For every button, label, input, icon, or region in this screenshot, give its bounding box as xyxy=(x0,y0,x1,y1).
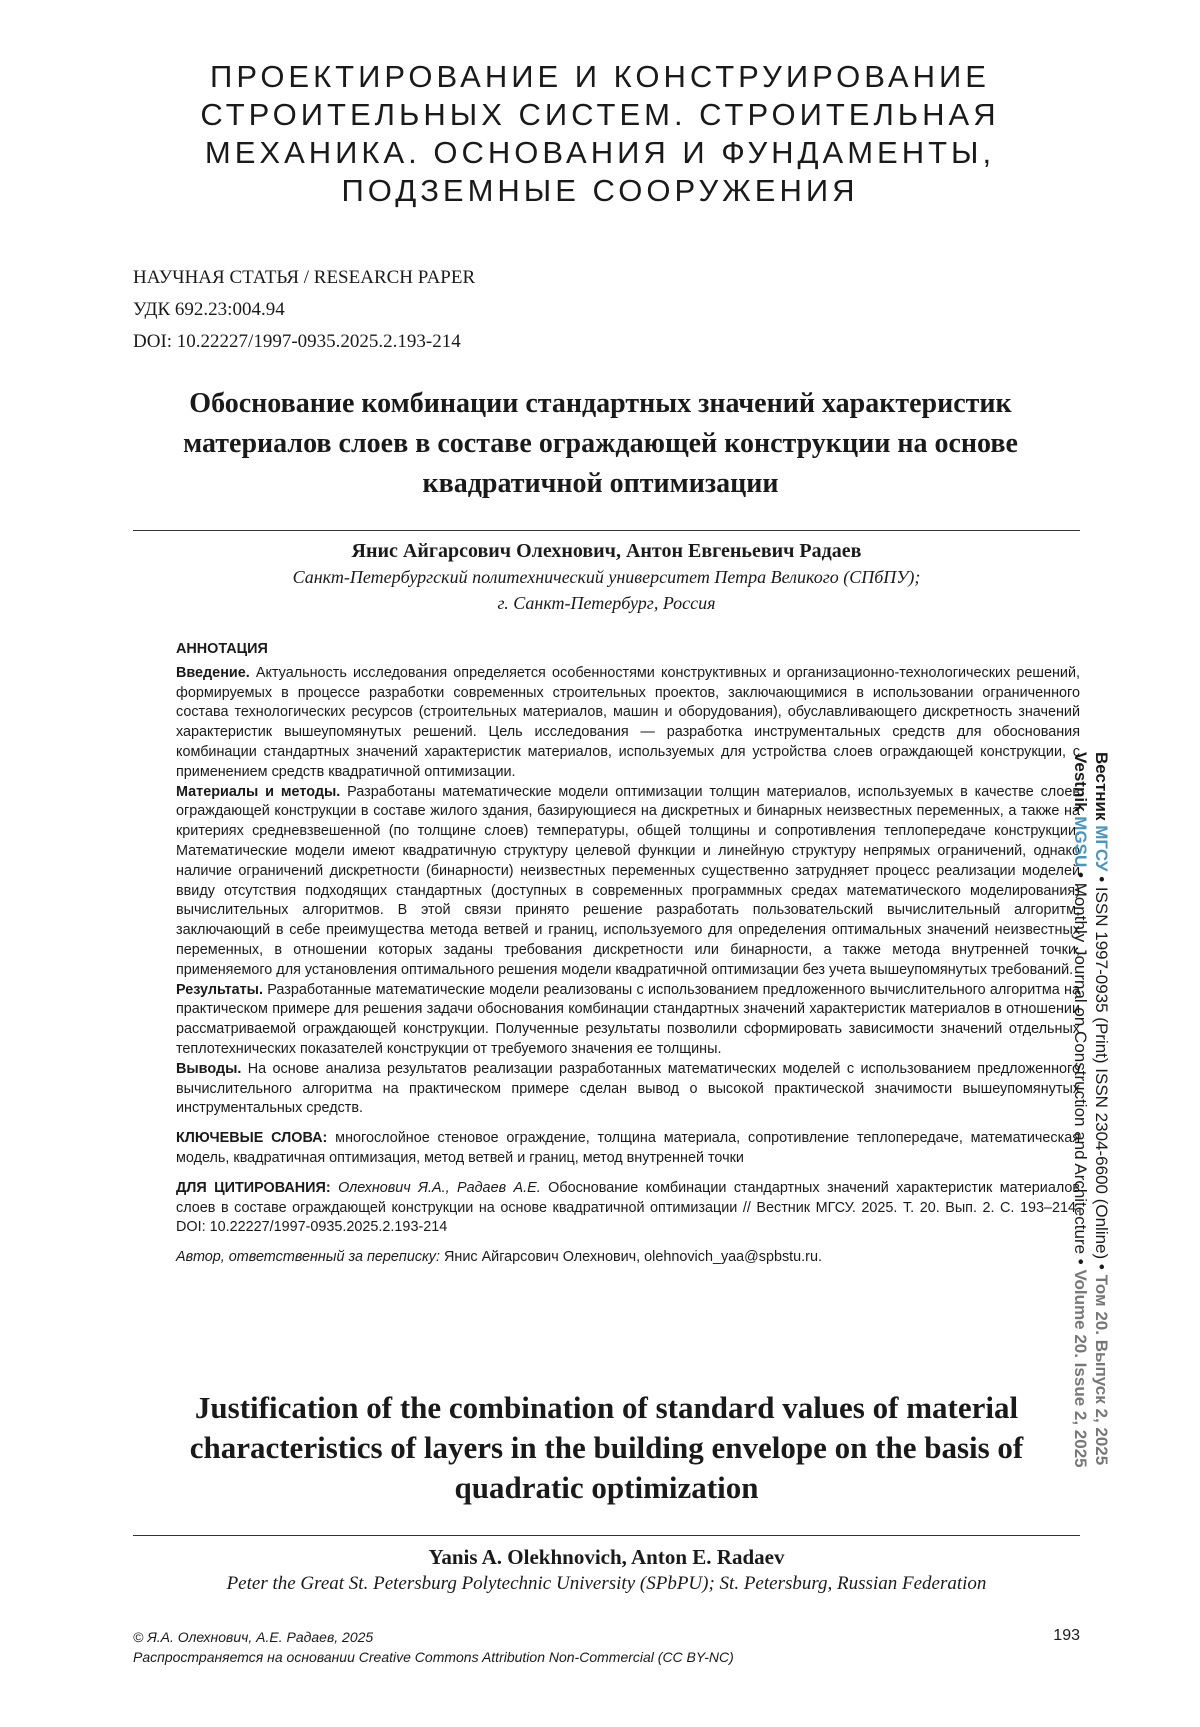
citation-text: Обоснование комбинации стандартных значений характеристик материалов слоев в составе ограждающей конструкции на основе квадратичной оптимизации // Вестник МГСУ. 2025. Т. 20. Вып. 2. С. 193–214. DOI: 10.22227/1997-0935.2025.2.193-214 xyxy=(176,1179,1081,1236)
corresponding-text: Янис Айгарсович Олехнович, olehnovich_yaa@spbstu.ru. xyxy=(444,1249,822,1266)
section-label: Введение. xyxy=(176,664,250,681)
journal-sidebar xyxy=(1070,752,1112,1468)
journal-subtitle: • Monthly Journal on Construction and Architecture • xyxy=(1071,872,1090,1265)
abstract-results xyxy=(176,981,1080,1060)
section-title-line: ПОДЗЕМНЫЕ СООРУЖЕНИЯ xyxy=(341,173,859,208)
article-meta xyxy=(133,262,475,358)
divider xyxy=(133,1535,1080,1536)
author-names: Янис Айгарсович Олехнович, Антон Евгеньевич Радаев xyxy=(351,540,862,562)
section-label: Результаты. xyxy=(176,981,263,998)
journal-name: Вестник xyxy=(1092,752,1111,821)
author-names-en: Yanis A. Olekhnovich, Anton E. Radaev xyxy=(428,1545,785,1569)
corresponding-author xyxy=(176,1248,1080,1268)
keywords-label: КЛЮЧЕВЫЕ СЛОВА: xyxy=(176,1130,328,1147)
section-text: Актуальность исследования определяется особенностями конструктивных и организационно-технологических решений, формируемых в процессе разработки современных строительных проектов, заключающимися в использовании ограниченного состава технологических ресурсов (строительных материалов, машин и оборудования), обуславливающего дискретность значений характеристик вышеупомянутых решений. Цель исследования — разработка инструментальных средств для обоснования комбинации стандартных значений характеристик материалов, используемых для устройства слоев ограждающей конструкции, с применением средств квадратичной оптимизации. xyxy=(176,664,1080,780)
article-title-ru: Обоснование комбинации стандартных значений характеристик материалов слоев в составе ограждающей конструкции на основе квадратичной оптимизации xyxy=(183,388,1018,499)
section-title-line: МЕХАНИКА. ОСНОВАНИЯ И ФУНДАМЕНТЫ, xyxy=(204,135,996,170)
keywords xyxy=(176,1129,1080,1169)
abstract-conclusions xyxy=(176,1060,1080,1119)
journal-name-accent: МГСУ xyxy=(1092,825,1111,872)
section-title-line: ПРОЕКТИРОВАНИЕ И КОНСТРУИРОВАНИЕ xyxy=(210,59,990,94)
page-number: 193 xyxy=(1053,1627,1080,1644)
udk-code: УДК 692.23:004.94 xyxy=(133,299,285,320)
journal-name-en: Vestnik xyxy=(1071,752,1090,812)
article-title-en: Justification of the combination of standard values of material characteristics of layers in the building envelope on the basis of quadratic optimization xyxy=(189,1390,1024,1505)
sidebar-line-en xyxy=(1070,752,1091,1468)
authors-ru xyxy=(133,538,1080,616)
keywords-text: многослойное стеновое ограждение, толщина материала, сопротивление теплопередаче, математическая модель, квадратичная оптимизация, метод ветвей и границ, метод внутренней точки xyxy=(176,1130,1080,1166)
article-type: НАУЧНАЯ СТАТЬЯ / RESEARCH PAPER xyxy=(133,267,476,288)
section-label: Материалы и методы. xyxy=(176,783,341,800)
sidebar-line-ru xyxy=(1091,752,1112,1468)
affiliation: Санкт-Петербургский политехнический университет Петра Великого (СПбПУ); xyxy=(292,567,921,587)
section-text: Разработанные математические модели реализованы с использованием предложенного вычислительного алгоритма на практическом примере для решения задачи обоснования комбинации стандартных значений характеристик материалов в отношении рассматриваемой ограждающей конструкции. Полученные результаты позволили сформировать зависимости значений отдельных теплотехнических показателей конструкции от требуемого значения ее толщины. xyxy=(176,981,1080,1057)
license: Распространяется на основании Creative Commons Attribution Non-Commercial (CC BY-NC) xyxy=(133,1649,734,1665)
section-label: Выводы. xyxy=(176,1060,242,1077)
copyright: © Я.А. Олехнович, А.Е. Радаев, 2025 xyxy=(133,1629,374,1645)
issue-info-en: Volume 20. Issue 2, 2025 xyxy=(1071,1269,1090,1468)
corresponding-label: Автор, ответственный за переписку: xyxy=(176,1249,441,1266)
abstract-heading: АННОТАЦИЯ xyxy=(176,641,268,657)
section-text: Разработаны математические модели оптимизации толщин материалов, используемых в качестве слоев ограждающей конструкции в составе жилого здания, базирующиеся на дискретных и бинарных неизвестных переменных, а также на критериях средневзвешенной (по толщине слоев) температуры, общей толщины и сопротивления теплопередаче конструкции. Математические модели имеют квадратичную структуру целевой функции и линейную структуру непрямых ограничений, однако наличие ограничений дискретности (бинарности) неизвестных переменных существенно затрудняет процесс реализации моделей ввиду отсутствия подходящих стандартных (доступных в современных программных средах математического моделирования) вычислительных алгоритмов. В этой связи принято решение разработать пользовательский вычислительный алгоритм, заключающий в себе преимущества метода ветвей и границ, используемого для определения оптимальных значений неизвестных переменных, в отношении которых заданы требования дискретности или бинарности, а также метода внутренней точки, применяемого для установления оптимального решения модели квадратичной оптимизации без учета вышеупомянутых требований. xyxy=(176,783,1081,978)
issn: • ISSN 1997-0935 (Print) ISSN 2304-6600 (Online) • xyxy=(1092,876,1111,1270)
authors-en xyxy=(133,1543,1080,1597)
affiliation-city: г. Санкт-Петербург, Россия xyxy=(497,593,716,613)
citation-label: ДЛЯ ЦИТИРОВАНИЯ: xyxy=(176,1179,331,1196)
footer xyxy=(133,1627,1080,1667)
citation xyxy=(176,1179,1080,1238)
citation-authors: Олехнович Я.А., Радаев А.Е. xyxy=(338,1179,541,1196)
abstract xyxy=(176,640,1080,1268)
section-title-line: СТРОИТЕЛЬНЫХ СИСТЕМ. СТРОИТЕЛЬНАЯ xyxy=(200,97,1000,132)
abstract-methods xyxy=(176,783,1080,981)
issue-info: Том 20. Выпуск 2, 2025 xyxy=(1092,1274,1111,1466)
journal-name-accent-en: MGSU xyxy=(1071,816,1090,868)
abstract-introduction xyxy=(176,664,1080,783)
divider xyxy=(133,530,1080,531)
doi: DOI: 10.22227/1997-0935.2025.2.193-214 xyxy=(133,331,461,352)
section-title xyxy=(120,58,1080,210)
section-text: На основе анализа результатов реализации разработанных математических моделей с использованием предложенного вычислительного алгоритма на практическом примере сделан вывод о высокой практической значимости вышеупомянутых инструментальных средств. xyxy=(176,1060,1080,1117)
affiliation-en: Peter the Great St. Petersburg Polytechnic University (SPbPU); St. Petersburg, Russian Federation xyxy=(226,1573,987,1594)
